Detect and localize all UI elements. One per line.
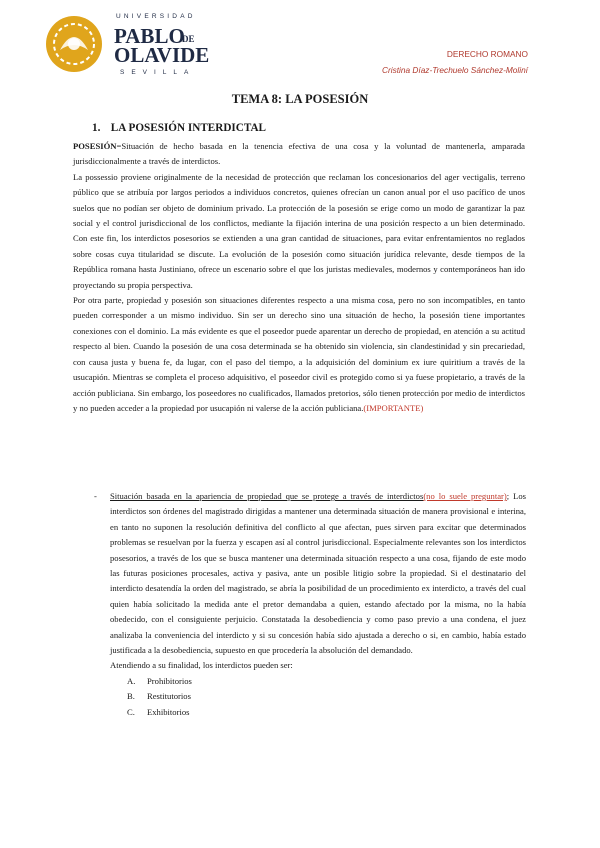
list-label: Prohibitorios [147, 675, 192, 686]
page-title: TEMA 8: LA POSESIÓN [231, 92, 369, 106]
bullet-item [94, 489, 526, 658]
paragraph-property [73, 293, 525, 416]
logo-name-line1: PABLO [114, 24, 185, 48]
logo-university-text: UNIVERSIDAD [116, 13, 196, 20]
bullet-dash: - [94, 491, 97, 501]
list-letter: A. [127, 675, 136, 686]
list-item [127, 674, 526, 689]
important-note: (IMPORTANTE) [363, 402, 424, 413]
university-logo [44, 10, 219, 80]
section-title: LA POSESIÓN INTERDICTAL [110, 122, 267, 134]
list-item [127, 705, 526, 720]
definition-term: POSESIÓN [73, 141, 117, 151]
logo-city-text: SEVILLA [120, 69, 196, 76]
university-logo-graphic [44, 10, 219, 80]
header-info [382, 46, 528, 78]
bullet-semicolon: ; [506, 491, 510, 501]
course-name: DERECHO ROMANO [446, 49, 528, 59]
bullet-lead: Situación basada en la apariencia de propiedad que se protege a través de interdictos [110, 491, 424, 501]
bullet-body [110, 489, 526, 658]
list-label: Restitutorios [147, 691, 191, 702]
list-letter: C. [127, 706, 135, 717]
interdict-types-list [94, 674, 526, 720]
logo-name-line2: OLAVIDE [114, 43, 210, 67]
definition-paragraph [73, 139, 525, 170]
bullet-text: Los interdictos son órdenes del magistrado dirigidas a mantener una determinada situación de manera provisional e interina, en tanto no suponen la resolución definitiva del conflicto al que afectan, pues sirven para excitar que determinados problemas se resuelvan por la fuerza y escapen así al control jurisdiccional. Especialmente relevantes son los interdictos posesorios, a través de los que se busca mantener una determinada situación respecto a una cosa, fijando de este modo las futuras posiciones procesales, activa y pasiva, ante un posible litigio sobre la propiedad. Si el destinatario del interdicto desatendía la orden del magistrado, se abría la posibilidad de un procedimiento ex interdicto, a través del cual quien había solicitado la medida ante el pretor demandaba a quien, estando afectado por la misma, no la había obedecido, con el consiguiente perjuicio. Constatada la desobediencia y como paso previo a una condena, el juez analizaba la conveniencia del interdicto y si su concesión había sido ajustada a derecho o si, en cambio, había estado justificada a la desobediencia, supuesto en que procedería la absolución del demandado. [110, 491, 526, 656]
definition-text: =Situación de hecho basada en la tenencia efectiva de una cosa y la voluntad de mantenerla, amparada jurisdiccionalmente a través de interdictos. [73, 141, 525, 167]
paragraph-origin: La possessio proviene originalmente de la necesidad de protección que reclaman los concesionarios del ager vectigalis, terreno público que se atribuía por largos periodos a individuos concretos, quienes ofrecían un canon anual por el uso pacífico de unos suelos que no podían ser objeto de dominium privado. La protección de la posesión se erige como un modo de garantizar la paz social y el control jurisdiccional de los conflictos, mediante la fijación interina de una posición respecto a un bien determinado. Con este fin, los interdictos posesorios se extienden a una gran cantidad de situaciones, para evitar enfrentamientos no reglados sobre cosas cuya titularidad se discute. La evolución de la posesión como situación jurídica relevante, desde tiempos de la República romana hasta Justiniano, ofrece un escenario sobre el que los juristas medievales, modernos y contemporáneos han ido proyectando su propia perspectiva. [73, 171, 525, 290]
section-heading [92, 122, 266, 134]
section-number: 1. [92, 122, 101, 134]
paragraph-property-text: Por otra parte, propiedad y posesión son situaciones diferentes respecto a una misma cosa, pero no son incompatibles, en tanto pueden corresponder a un mismo individuo. Sin ser un derecho sino una situación de hecho, la posesión tiene importantes conexiones con el dominio. La más evidente es que el poseedor puede aparentar un derecho de propiedad, en atención a su actitud respecto al bien. Cuando la posesión de una cosa determinada se ha obtenido sin violencia, sin clandestinidad y sin precariedad, con causa justa y buena fe, da lugar, con el paso del tiempo, a la adquisición del dominium ex iure quiritium a través de la usucapión. Mientras se completa el proceso adquisitivo, el poseedor civil es protegido como si ya fuese propietario, a través de la acción publiciana. Sin embargo, los poseedores no cualificados, llamados pretorios, sólo tienen protección por medio de interdictos y no pueden acceder a la propiedad por usucapión ni valerse de la acción publiciana. [73, 295, 525, 413]
bullet-red-note: (no lo suele preguntar) [423, 491, 507, 501]
interdicts-bullet [94, 489, 526, 720]
logo-name-de: DE [182, 34, 195, 44]
list-item [127, 689, 526, 704]
list-letter: B. [127, 691, 135, 702]
body-text [73, 139, 525, 416]
list-label: Exhibitorios [147, 706, 190, 717]
author-name: Cristina Díaz-Trechuelo Sánchez-Moliní [381, 65, 528, 75]
types-intro: Atendiendo a su finalidad, los interdictos pueden ser: [110, 660, 293, 671]
